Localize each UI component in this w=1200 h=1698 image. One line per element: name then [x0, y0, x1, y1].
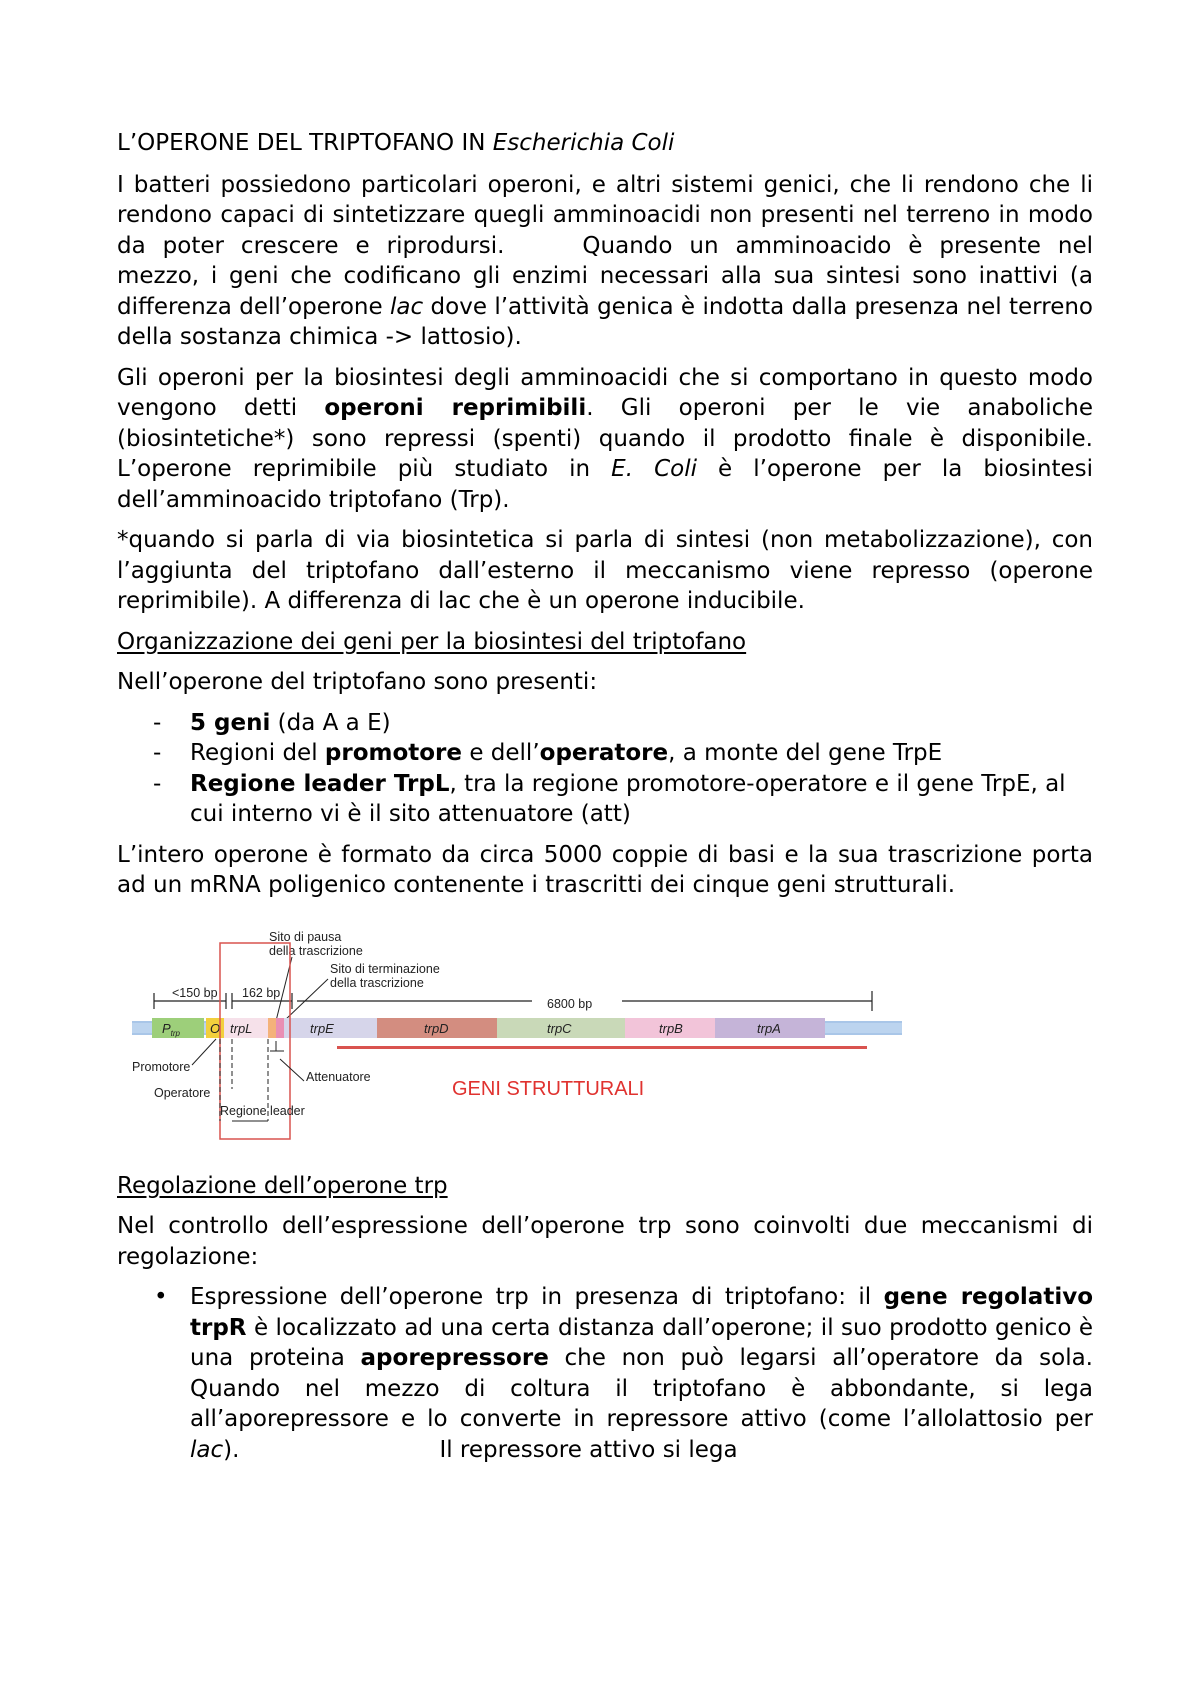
- segment-trpa-label: trpA: [757, 1020, 781, 1036]
- segment-attenuator-orange: [268, 1018, 276, 1038]
- list-bold: operatore: [539, 740, 669, 766]
- label-operatore: Operatore: [154, 1085, 211, 1100]
- list-bold: Regione leader TrpL: [190, 770, 450, 797]
- list-text: è localizzato ad una certa distanza dall’operone; il suo prodotto genico è una proteina: [190, 1314, 1093, 1371]
- list-marker: -: [153, 770, 162, 797]
- list-text: Regioni del: [190, 740, 325, 766]
- pointer-line: [192, 1039, 216, 1065]
- dist-label: 162 bp: [242, 985, 281, 1000]
- segment-attenuator-pink: [276, 1018, 284, 1038]
- list-marker: -: [153, 709, 162, 736]
- list-text: Espressione dell’operone trp in presenza di triptofano: il: [190, 1284, 884, 1310]
- reprimibili-bold: operoni reprimibili: [324, 395, 587, 421]
- paragraph-note: *quando si parla di via biosintetica si parla di sintesi (non metabolizzazione), con l’aggiunta del triptofano dall’esterno il meccanismo viene represso (operone reprimibile). A differenza di lac che è un operone inducibile.: [117, 527, 1093, 614]
- paragraph-intro: [117, 170, 1093, 353]
- list-bold: 5 geni: [190, 709, 271, 736]
- reprimibili-text-1: Gli operoni per la biosintesi degli amminoacidi che si comportano in questo modo vengono detti: [117, 364, 1093, 421]
- heading-regolazione: Regolazione dell’operone trp: [117, 1172, 448, 1199]
- list-text: ).: [223, 1436, 240, 1463]
- label-geni-strutturali: GENI STRUTTURALI: [452, 1077, 645, 1100]
- document-title: [117, 128, 1093, 159]
- segment-promoter-label: $P_{trp}$: [162, 1020, 181, 1038]
- reprimibili-text-3: è l’operone per la biosintesi dell’amminoacido triptofano (Trp).: [117, 456, 1093, 513]
- list-item: [117, 1282, 1093, 1465]
- structural-genes-bar: [337, 1046, 867, 1049]
- paragraph-reprimibili: [117, 363, 1093, 516]
- list-item: [117, 738, 1093, 769]
- segment-trpl-label: trpL: [230, 1020, 253, 1036]
- label-promotore: Promotore: [132, 1059, 191, 1074]
- segment-operator-label: O: [210, 1020, 221, 1036]
- title-text: L’OPERONE DEL TRIPTOFANO IN: [117, 130, 493, 156]
- paragraph-presenti: Nell’operone del triptofano sono presenti:: [117, 669, 598, 695]
- paragraph-mrna: L’intero operone è formato da circa 5000 coppie di basi e la sua trascrizione porta ad un mRNA poligenico contenente i trascritti dei cinque geni strutturali.: [117, 841, 1093, 898]
- heading-organizzazione: Organizzazione dei geni per la biosintesi del triptofano: [117, 628, 747, 655]
- list-text: e dell’: [462, 740, 540, 766]
- label-pausa: della trascrizione: [269, 943, 363, 958]
- segment-trpd-label: trpD: [424, 1020, 449, 1036]
- list-components: [117, 708, 1093, 830]
- label-regione-leader: Regione leader: [220, 1103, 305, 1118]
- list-text: , a monte del gene TrpE: [668, 740, 943, 766]
- title-species: Escherichia Coli: [492, 130, 675, 156]
- list-regulation: [117, 1282, 1093, 1465]
- pointer-line: [280, 1059, 304, 1081]
- intro-lac: lac: [390, 293, 424, 320]
- reprimibili-text-2: . Gli operoni per le vie anaboliche (biosintetiche*) sono repressi (spenti) quando il prodotto finale è disponibile. L’operone reprimibile più studiato in: [117, 395, 1093, 482]
- paragraph-controllo: Nel controllo dell’espressione dell’operone trp sono coinvolti due meccanismi di regolazione:: [117, 1213, 1093, 1270]
- dist-label: <150 bp: [172, 985, 218, 1000]
- list-text: , tra la regione promotore-operatore e il gene TrpE, al cui interno vi è il sito attenuatore (att): [190, 770, 1066, 827]
- segment-trpc-label: trpC: [547, 1020, 572, 1036]
- list-text: Il repressore attivo si lega: [439, 1436, 738, 1463]
- label-attenuatore: Attenuatore: [306, 1069, 371, 1084]
- label-terminazione: della trascrizione: [330, 975, 424, 990]
- document-page: [117, 128, 1093, 1465]
- list-text: (da A a E): [270, 709, 391, 736]
- list-bold: gene regolativo trpR: [190, 1284, 1094, 1341]
- list-marker: -: [153, 740, 162, 766]
- list-text: che non può legarsi all’operatore da sola. Quando nel mezzo di coltura il triptofano è abbondante, si lega all’aporepressore e lo converte in repressore attivo (come l’allolattosio per: [190, 1345, 1093, 1432]
- intro-sentence-3: dove l’attività genica è indotta dalla presenza nel terreno della sostanza chimica -> lattosio).: [117, 293, 1093, 350]
- segment-trpe-label: trpE: [310, 1020, 334, 1036]
- label-terminazione: Sito di terminazione: [330, 961, 440, 976]
- intro-sentence-2: Quando un amminoacido è presente nel mezzo, i geni che codificano gli enzimi necessari alla sua sintesi sono inattivi (a differenza dell’operone: [117, 232, 1094, 320]
- list-italic: lac: [190, 1436, 224, 1463]
- list-bold: aporepressore: [360, 1345, 549, 1371]
- reprimibili-ecoli: E. Coli: [611, 456, 697, 482]
- list-item: [117, 708, 1093, 739]
- label-pausa: Sito di pausa: [269, 929, 342, 944]
- segment-trpb-label: trpB: [659, 1020, 683, 1036]
- list-item: [117, 769, 1093, 830]
- operon-diagram: [132, 921, 912, 1161]
- bullet-marker: •: [154, 1284, 168, 1310]
- list-bold: promotore: [324, 740, 463, 766]
- intro-sentence-1: I batteri possiedono particolari operoni, e altri sistemi genici, che li rendono che li rendono capaci di sintetizzare quegli amminoacidi non presenti nel terreno in modo da poter crescere e riprodursi.: [117, 171, 1093, 259]
- dist-label: 6800 bp: [547, 996, 593, 1011]
